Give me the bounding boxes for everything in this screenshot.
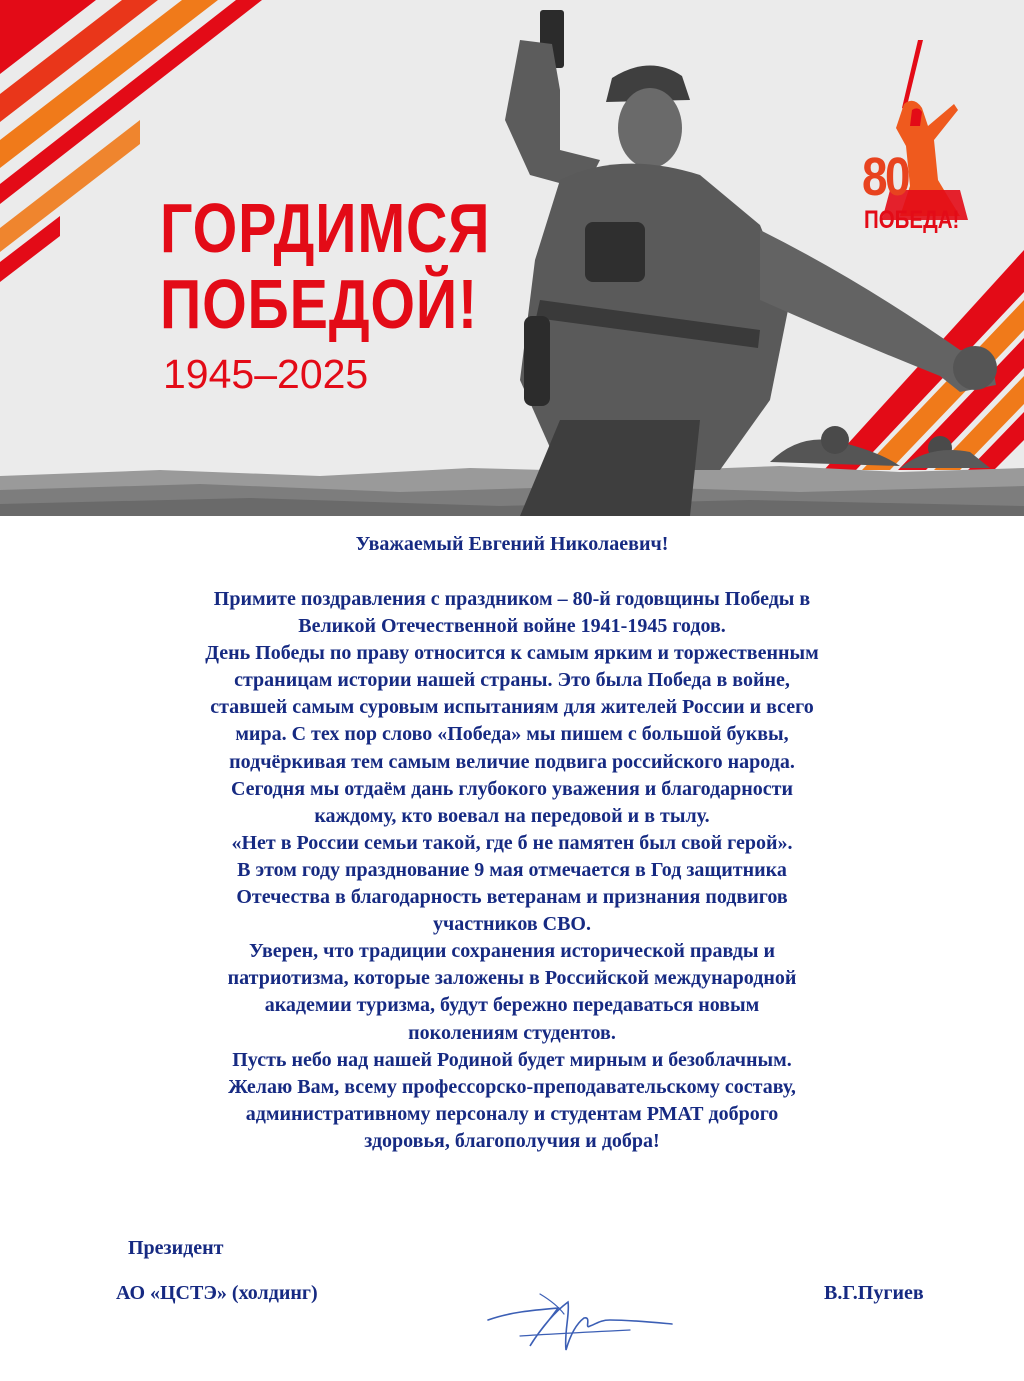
letter-line: академии туризма, будут бережно передаваться новым: [264, 994, 760, 1017]
letter-text: [0, 586, 1024, 1155]
greeting: Уважаемый Евгений Николаевич!: [355, 533, 669, 555]
letter-line: В этом году празднование 9 мая отмечается в Год защитника: [237, 858, 787, 881]
banner: [0, 0, 1024, 516]
handwritten-signature-icon: [480, 1280, 680, 1370]
signatory-name: В.Г.Пугиев: [824, 1282, 924, 1304]
letter-line: каждому, кто воевал на передовой и в тылу.: [314, 804, 710, 827]
signatory-company: АО «ЦСТЭ» (холдинг): [116, 1282, 318, 1304]
letter-line: День Победы по праву относится к самым ярким и торжественным: [205, 642, 819, 665]
letter-line: административному персоналу и студентам РМАТ доброго: [245, 1102, 779, 1125]
letter-line: Сегодня мы отдаём дань глубокого уважения и благодарности: [230, 777, 794, 800]
signatory-title: Президент: [128, 1237, 224, 1259]
badge-word: ПОБЕДА!: [864, 206, 960, 234]
letter-line: ставшей самым суровым испытаниям для жителей России и всего: [210, 696, 814, 719]
banner-title: [160, 190, 490, 342]
letter-line: патриотизма, которые заложены в Российской международной: [227, 967, 797, 990]
banner-years: 1945–2025: [163, 351, 369, 397]
letter-line: «Нет в России семьи такой, где б не памятен был свой герой».: [231, 831, 793, 854]
letter-line: подчёркивая тем самым величие подвига российского народа.: [229, 750, 795, 773]
letter-line: здоровья, благополучия и добра!: [364, 1129, 660, 1152]
letter-line: Отечества в благодарность ветеранам и признания подвигов: [236, 886, 788, 909]
letter-line: Уверен, что традиции сохранения исторической правды и: [248, 940, 776, 963]
letter-line: мира. С тех пор слово «Победа» мы пишем с большой буквы,: [235, 723, 789, 746]
letter-line: Пусть небо над нашей Родиной будет мирным и безоблачным.: [232, 1048, 792, 1071]
badge-number: 80: [862, 147, 908, 207]
letter-line: поколениям студентов.: [408, 1021, 616, 1044]
letter-line: участников СВО.: [433, 913, 591, 936]
letter-line: Примите поздравления с праздником – 80-й годовщины Победы в: [213, 588, 811, 610]
letter-line: Великой Отечественной войне 1941-1945 годов.: [298, 615, 726, 638]
letter-line: Желаю Вам, всему профессорско-преподавательскому составу,: [228, 1075, 796, 1098]
banner-title-line1: ГОРДИМСЯ: [160, 189, 491, 267]
banner-title-line2: ПОБЕДОЙ!: [160, 265, 478, 343]
letter-line: страницам истории нашей страны. Это была Победа в войне,: [234, 669, 790, 692]
